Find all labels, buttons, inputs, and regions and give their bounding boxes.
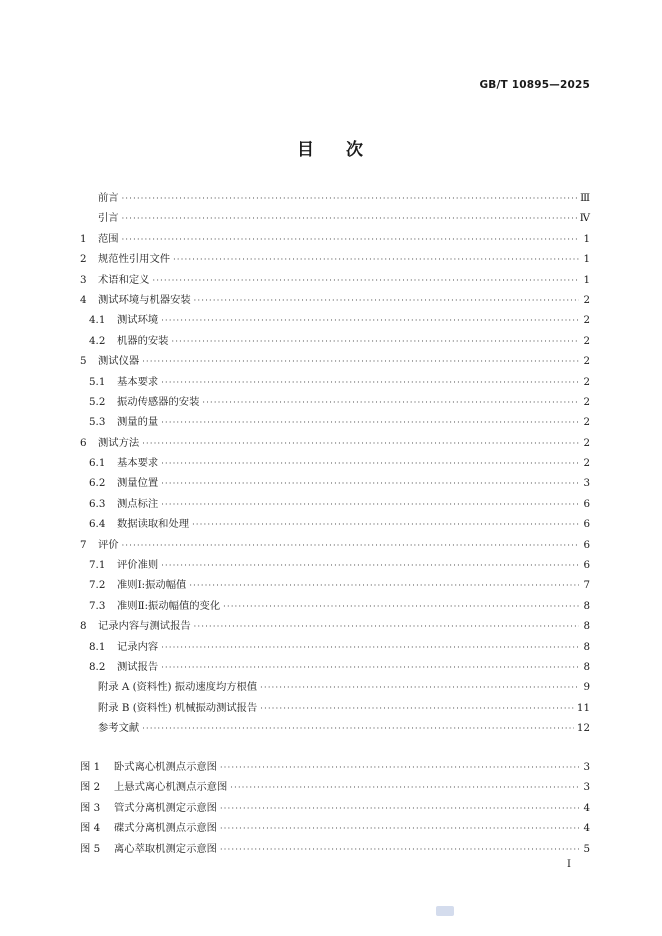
- entry-number: 3: [80, 273, 87, 286]
- toc-entry[interactable]: [80, 434, 590, 454]
- entry-number: 6.1: [89, 457, 106, 470]
- entry-number: 6.3: [89, 497, 106, 510]
- toc-entry[interactable]: [80, 536, 590, 556]
- dot-leader: [161, 418, 579, 427]
- title-char-right: 次: [346, 140, 365, 160]
- entry-page-number: 2: [583, 375, 590, 388]
- dot-leader: [192, 520, 579, 529]
- entry-title: 测试仪器: [98, 355, 140, 368]
- entry-title: 测点标注: [117, 497, 159, 510]
- entry-number: 图 4: [80, 822, 101, 835]
- entry-number: 图 2: [80, 781, 101, 794]
- toc-entry[interactable]: [80, 271, 590, 291]
- entry-title: 机器的安装: [117, 334, 169, 347]
- entry-number: 5.3: [89, 416, 106, 429]
- toc-entry[interactable]: [80, 454, 590, 474]
- entry-title: 测试环境与机器安装: [98, 293, 191, 306]
- toc-entry[interactable]: [80, 250, 590, 270]
- entry-page-number: 2: [583, 395, 590, 408]
- entry-number: 4: [80, 293, 87, 306]
- table-of-contents: [80, 189, 590, 740]
- toc-entry[interactable]: [80, 373, 590, 393]
- figure-entry[interactable]: [80, 799, 590, 819]
- entry-number: 2: [80, 253, 87, 266]
- toc-entry[interactable]: [80, 352, 590, 372]
- entry-title: 评价: [98, 538, 119, 551]
- entry-number: 8.1: [89, 640, 106, 653]
- entry-number: 4.2: [89, 334, 106, 347]
- dot-leader: [220, 763, 579, 772]
- toc-entry[interactable]: [80, 699, 590, 719]
- entry-number: 4.1: [89, 314, 106, 327]
- figure-entry[interactable]: [80, 758, 590, 778]
- entry-page-number: 6: [583, 559, 590, 572]
- entry-page-number: 4: [583, 801, 590, 814]
- entry-title: 规范性引用文件: [98, 253, 171, 266]
- watermark-stamp: [436, 906, 454, 916]
- toc-entry[interactable]: [80, 678, 590, 698]
- dot-leader: [189, 581, 579, 590]
- entry-title: 碟式分离机测点示意图: [114, 822, 217, 835]
- toc-entry[interactable]: [80, 658, 590, 678]
- dot-leader: [122, 235, 579, 244]
- entry-title: 测量的量: [117, 416, 159, 429]
- entry-title: 附录 A (资料性) 振动速度均方根值: [98, 681, 258, 694]
- dot-leader: [122, 541, 579, 550]
- toc-entry[interactable]: [80, 332, 590, 352]
- entry-number: 7.1: [89, 559, 106, 572]
- toc-entry[interactable]: [80, 209, 590, 229]
- dot-leader: [161, 663, 579, 672]
- entry-title: 振动传感器的安装: [117, 395, 200, 408]
- entry-title: 记录内容与测试报告: [98, 620, 191, 633]
- entry-page-number: 8: [583, 640, 590, 653]
- dot-leader: [220, 804, 579, 813]
- entry-title: 测量位置: [117, 477, 159, 490]
- toc-entry[interactable]: [80, 556, 590, 576]
- entry-title: 卧式离心机测点示意图: [114, 761, 217, 773]
- entry-page-number: 8: [583, 599, 590, 612]
- entry-page-number: 6: [583, 518, 590, 531]
- dot-leader: [223, 602, 579, 611]
- entry-page-number: 7: [583, 579, 590, 592]
- dot-leader: [173, 255, 579, 264]
- entry-title: 上悬式离心机测点示意图: [114, 781, 228, 794]
- figure-entry[interactable]: [80, 778, 590, 798]
- dot-leader: [202, 398, 579, 407]
- list-of-figures: [80, 758, 590, 860]
- entry-page-number: 6: [583, 497, 590, 510]
- entry-page-number: 2: [583, 293, 590, 306]
- entry-page-number: 1: [583, 253, 590, 266]
- page-number: Ⅰ: [567, 859, 571, 870]
- entry-title: 范围: [98, 232, 119, 245]
- entry-page-number: 1: [583, 232, 590, 245]
- entry-number: 8.2: [89, 660, 106, 673]
- dot-leader: [142, 439, 579, 448]
- entry-number: 7.2: [89, 579, 106, 592]
- entry-number: 7: [80, 538, 87, 551]
- entry-title: 记录内容: [117, 640, 159, 653]
- entry-page-number: 6: [583, 538, 590, 551]
- entry-title: 数据读取和处理: [117, 518, 190, 531]
- toc-entry[interactable]: [80, 617, 590, 637]
- entry-title: 参考文献: [98, 722, 140, 735]
- toc-entry[interactable]: [80, 638, 590, 658]
- toc-entry[interactable]: [80, 311, 590, 331]
- dot-leader: [161, 500, 579, 509]
- dot-leader: [260, 683, 579, 692]
- entry-page-number: 2: [583, 457, 590, 470]
- dot-leader: [220, 824, 579, 833]
- toc-entry[interactable]: [80, 230, 590, 250]
- entry-page-number: 5: [583, 842, 590, 855]
- entry-page-number: 9: [583, 681, 590, 694]
- toc-entry[interactable]: [80, 495, 590, 515]
- dot-leader: [161, 643, 579, 652]
- entry-number: 图 1: [80, 761, 101, 773]
- entry-number: 5.2: [89, 395, 106, 408]
- entry-title: 离心萃取机测定示意图: [114, 842, 217, 855]
- dot-leader: [161, 479, 579, 488]
- entry-number: 6: [80, 436, 87, 449]
- entry-number: 图 3: [80, 801, 101, 814]
- entry-title: 基本要求: [117, 375, 159, 388]
- dot-leader: [161, 561, 579, 570]
- title-char-left: 目: [297, 140, 316, 160]
- entry-page-number: 2: [583, 314, 590, 327]
- entry-title: 管式分离机测定示意图: [114, 801, 217, 814]
- dot-leader: [122, 194, 577, 203]
- toc-entry[interactable]: [80, 393, 590, 413]
- entry-page-number: 2: [583, 436, 590, 449]
- entry-title: 附录 B (资料性) 机械振动测试报告: [98, 701, 258, 714]
- entry-page-number: Ⅳ: [579, 212, 590, 225]
- entry-number: 5: [80, 355, 87, 368]
- entry-title: 测试环境: [117, 314, 159, 327]
- entry-page-number: 4: [583, 822, 590, 835]
- toc-entry[interactable]: [80, 515, 590, 535]
- entry-page-number: 2: [583, 416, 590, 429]
- dot-leader: [142, 724, 574, 733]
- entry-title: 准则Ⅱ:振动幅值的变化: [117, 599, 221, 612]
- toc-entry[interactable]: [80, 597, 590, 617]
- dot-leader: [194, 622, 579, 631]
- toc-entry[interactable]: [80, 413, 590, 433]
- entry-number: 图 5: [80, 842, 101, 855]
- entry-number: 6.2: [89, 477, 106, 490]
- figure-entry[interactable]: [80, 840, 590, 860]
- toc-entry[interactable]: [80, 189, 590, 209]
- entry-title: 前言: [98, 192, 119, 204]
- dot-leader: [122, 214, 577, 223]
- entry-page-number: 2: [583, 334, 590, 347]
- dot-leader: [171, 337, 579, 346]
- entry-page-number: 8: [583, 660, 590, 673]
- entry-title: 基本要求: [117, 457, 159, 470]
- toc-entry[interactable]: [80, 719, 590, 739]
- entry-page-number: 1: [583, 273, 590, 286]
- dot-leader: [230, 783, 579, 792]
- dot-leader: [161, 459, 579, 468]
- entry-number: 5.1: [89, 375, 106, 388]
- figure-entry[interactable]: [80, 819, 590, 839]
- entry-page-number: 8: [583, 620, 590, 633]
- toc-entry[interactable]: [80, 576, 590, 596]
- dot-leader: [161, 378, 579, 387]
- standard-number: GB/T 10895—2025: [479, 79, 590, 91]
- entry-number: 1: [80, 232, 87, 245]
- entry-title: 评价准则: [117, 559, 159, 572]
- dot-leader: [194, 296, 579, 305]
- dot-leader: [220, 845, 579, 854]
- entry-page-number: 3: [583, 781, 590, 794]
- entry-title: 术语和定义: [98, 273, 150, 286]
- entry-title: 引言: [98, 212, 119, 225]
- dot-leader: [152, 276, 579, 285]
- entry-title: 测试报告: [117, 660, 159, 673]
- dot-leader: [161, 316, 579, 325]
- entry-number: 6.4: [89, 518, 106, 531]
- entry-page-number: 3: [583, 761, 590, 773]
- entry-number: 7.3: [89, 599, 106, 612]
- entry-page-number: 3: [583, 477, 590, 490]
- entry-number: 8: [80, 620, 87, 633]
- toc-entry[interactable]: [80, 291, 590, 311]
- dot-leader: [260, 704, 574, 713]
- entry-page-number: 2: [583, 355, 590, 368]
- entry-page-number: 12: [576, 722, 590, 735]
- dot-leader: [142, 357, 579, 366]
- toc-entry[interactable]: [80, 474, 590, 494]
- page-title: [0, 135, 662, 160]
- entry-title: 测试方法: [98, 436, 140, 449]
- entry-page-number: Ⅲ: [580, 192, 590, 204]
- entry-title: 准则Ⅰ:振动幅值: [117, 579, 187, 592]
- entry-page-number: 11: [576, 701, 590, 714]
